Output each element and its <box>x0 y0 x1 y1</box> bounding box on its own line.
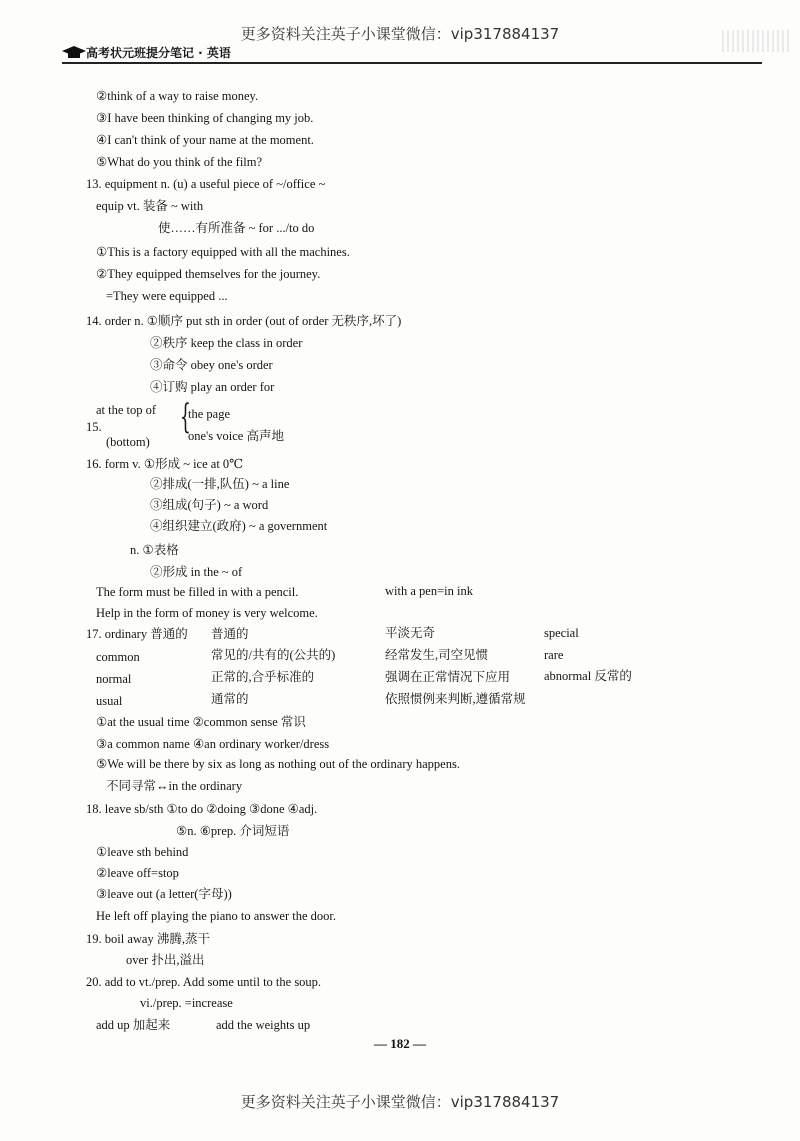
text-line: Help in the form of money is very welcome. <box>96 606 318 620</box>
header-title: 高考状元班提分笔记 · 英语 <box>86 46 231 60</box>
brace: { <box>180 397 191 437</box>
text-line: 17. ordinary 普通的 <box>86 627 188 641</box>
text-line: =They were equipped ... <box>106 289 228 303</box>
text-line: abnormal 反常的 <box>544 669 632 683</box>
text-line: ③leave out (a letter(字母)) <box>96 887 232 901</box>
text-line: vi./prep. =increase <box>140 996 233 1010</box>
text-line: ②形成 in the ~ of <box>150 565 243 579</box>
text-line: ①This is a factory equipped with all the machines. <box>96 245 350 259</box>
text-line: ②秩序 keep the class in order <box>150 336 303 350</box>
text-line: 18. leave sb/sth ①to do ②doing ③done ④adj. <box>86 802 318 816</box>
text-line: 19. boil away 沸腾,蒸干 <box>86 932 210 946</box>
text-line: one's voice 高声地 <box>188 429 284 443</box>
text-line: 16. form v. ①形成 ~ ice at 0℃ <box>86 457 244 471</box>
text-line: ④组织建立(政府) ~ a government <box>150 519 328 533</box>
text-line: ③命令 obey one's order <box>150 358 273 372</box>
text-line: 通常的 <box>211 692 249 706</box>
text-line: 正常的,合乎标准的 <box>211 670 315 684</box>
text-line: (bottom) <box>106 435 150 449</box>
text-line: 依照惯例来判断,遵循常规 <box>385 692 526 706</box>
text-line: The form must be filled in with a pencil. <box>96 585 299 599</box>
text-line: 强调在正常情况下应用 <box>385 670 511 684</box>
text-line: ⑤What do you think of the film? <box>96 155 263 169</box>
text-line: ②leave off=stop <box>96 866 179 880</box>
watermark-top: 更多资料关注英子小课堂微信：vip317884137 <box>240 25 560 43</box>
text-line: equip vt. 装备 ~ with <box>96 199 204 213</box>
header-rule <box>62 62 762 64</box>
page-number: — 182 — <box>374 1036 426 1051</box>
text-line: add up 加起来 <box>96 1018 171 1032</box>
text-line: 常见的/共有的(公共的) <box>211 648 336 662</box>
text-line: the page <box>188 407 230 421</box>
text-line: common <box>96 650 140 664</box>
text-line: add the weights up <box>216 1018 311 1032</box>
text-line: special <box>544 626 579 640</box>
text-line: 13. equipment n. (u) a useful piece of ~/office ~ <box>86 177 326 191</box>
text-line: n. ①表格 <box>130 543 179 557</box>
text-line: 经常发生,司空见惯 <box>385 648 489 662</box>
text-line: 20. add to vt./prep. Add some until to the soup. <box>86 975 322 989</box>
text-line: ③a common name ④an ordinary worker/dress <box>96 737 330 751</box>
text-line: ②They equipped themselves for the journey. <box>96 267 321 281</box>
text-line: ①leave sth behind <box>96 845 189 859</box>
text-line: ②排成(一排,队伍) ~ a line <box>150 477 290 491</box>
text-line: 不同寻常↔in the ordinary <box>106 779 243 793</box>
text-line: 使……有所准备 ~ for .../to do <box>158 221 315 235</box>
text-line: ③I have been thinking of changing my job. <box>96 111 314 125</box>
text-line: He left off playing the piano to answer the door. <box>96 909 336 923</box>
text-line: ②think of a way to raise money. <box>96 89 259 103</box>
text-line: 15. <box>86 420 102 434</box>
text-line: ④I can't think of your name at the moment. <box>96 133 314 147</box>
text-line: ⑤n. ⑥prep. 介词短语 <box>176 824 290 838</box>
text-line: with a pen=in ink <box>385 584 473 598</box>
text-line: 14. order n. ①顺序 put sth in order (out of order 无秩序,坏了) <box>86 314 402 328</box>
graduation-cap-icon <box>62 46 86 60</box>
text-line: at the top of <box>96 403 157 417</box>
text-line: ③组成(句子) ~ a word <box>150 498 269 512</box>
watermark-bottom: 更多资料关注英子小课堂微信：vip317884137 <box>240 1093 560 1111</box>
text-line: 平淡无奇 <box>385 626 436 640</box>
text-line: usual <box>96 694 123 708</box>
text-line: rare <box>544 648 564 662</box>
text-line: normal <box>96 672 132 686</box>
text-line: ①at the usual time ②common sense 常识 <box>96 715 306 729</box>
text-line: ④订购 play an order for <box>150 380 275 394</box>
text-line: ⑤We will be there by six as long as nothing out of the ordinary happens. <box>96 757 460 771</box>
text-line: 普通的 <box>211 627 249 641</box>
text-line: over 扑出,溢出 <box>126 953 205 967</box>
